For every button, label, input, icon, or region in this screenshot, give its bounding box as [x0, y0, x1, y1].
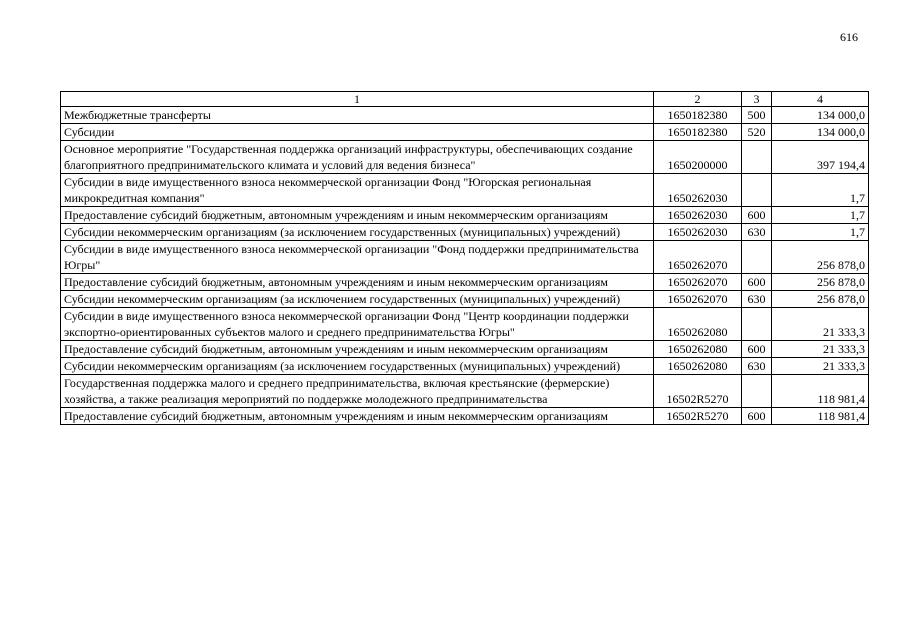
row-code: 1650262070 — [654, 291, 742, 308]
row-amount: 256 878,0 — [772, 274, 869, 291]
row-type: 600 — [742, 341, 772, 358]
row-code: 16502R5270 — [654, 375, 742, 408]
header-row — [61, 92, 869, 107]
row-code: 1650200000 — [654, 141, 742, 174]
row-code: 1650262030 — [654, 207, 742, 224]
row-type: 630 — [742, 291, 772, 308]
row-amount: 134 000,0 — [772, 124, 869, 141]
table-row — [61, 274, 869, 291]
row-amount: 21 333,3 — [772, 308, 869, 341]
row-name: Государственная поддержка малого и среднего предпринимательства, включая крестьянские (фермерские) хозяйства, а также реализация мероприятий по поддержке молодежного предпринимательства — [61, 375, 654, 408]
table-row — [61, 141, 869, 174]
table-row — [61, 241, 869, 274]
row-amount: 21 333,3 — [772, 358, 869, 375]
header-col-type: 3 — [742, 92, 772, 107]
row-name: Предоставление субсидий бюджетным, автономным учреждениям и иным некоммерческим организациям — [61, 207, 654, 224]
row-amount: 1,7 — [772, 174, 869, 207]
row-code: 1650262030 — [654, 174, 742, 207]
row-type: 600 — [742, 207, 772, 224]
row-type — [742, 141, 772, 174]
row-name: Субсидии в виде имущественного взноса некоммерческой организации Фонд "Югорская региональная микрокредитная компания" — [61, 174, 654, 207]
table-row — [61, 224, 869, 241]
row-code: 1650262070 — [654, 274, 742, 291]
row-name: Основное мероприятие "Государственная поддержка организаций инфраструктуры, обеспечивающих создание благоприятного предпринимательского климата и условий для ведения бизнеса" — [61, 141, 654, 174]
row-code: 1650262070 — [654, 241, 742, 274]
row-type: 520 — [742, 124, 772, 141]
row-type: 630 — [742, 358, 772, 375]
row-type: 600 — [742, 274, 772, 291]
row-amount: 256 878,0 — [772, 291, 869, 308]
row-code: 1650182380 — [654, 107, 742, 124]
row-name: Субсидии в виде имущественного взноса некоммерческой организации "Фонд поддержки предпринимательства Югры" — [61, 241, 654, 274]
header-col-amount: 4 — [772, 92, 869, 107]
budget-table — [60, 91, 869, 425]
table-row — [61, 124, 869, 141]
row-amount: 118 981,4 — [772, 375, 869, 408]
row-amount: 134 000,0 — [772, 107, 869, 124]
row-type — [742, 308, 772, 341]
row-amount: 118 981,4 — [772, 408, 869, 425]
table-row — [61, 174, 869, 207]
row-type — [742, 375, 772, 408]
header-col-code: 2 — [654, 92, 742, 107]
table-row — [61, 308, 869, 341]
row-type: 630 — [742, 224, 772, 241]
row-code: 1650262030 — [654, 224, 742, 241]
row-name: Предоставление субсидий бюджетным, автономным учреждениям и иным некоммерческим организациям — [61, 408, 654, 425]
row-type: 500 — [742, 107, 772, 124]
row-type: 600 — [742, 408, 772, 425]
row-name: Субсидии некоммерческим организациям (за исключением государственных (муниципальных) учреждений) — [61, 224, 654, 241]
row-name: Субсидии в виде имущественного взноса некоммерческой организации Фонд "Центр координации поддержки экспортно-ориентированных субъектов малого и среднего предпринимательства Югры" — [61, 308, 654, 341]
row-name: Предоставление субсидий бюджетным, автономным учреждениям и иным некоммерческим организациям — [61, 341, 654, 358]
row-name: Субсидии — [61, 124, 654, 141]
row-name: Субсидии некоммерческим организациям (за исключением государственных (муниципальных) учреждений) — [61, 291, 654, 308]
table-row — [61, 291, 869, 308]
row-code: 1650182380 — [654, 124, 742, 141]
row-code: 1650262080 — [654, 358, 742, 375]
row-code: 1650262080 — [654, 341, 742, 358]
table-row — [61, 408, 869, 425]
table-row — [61, 207, 869, 224]
row-amount: 21 333,3 — [772, 341, 869, 358]
page-number: 616 — [840, 30, 858, 44]
row-amount: 1,7 — [772, 207, 869, 224]
row-code: 1650262080 — [654, 308, 742, 341]
row-amount: 397 194,4 — [772, 141, 869, 174]
table-row — [61, 375, 869, 408]
row-amount: 256 878,0 — [772, 241, 869, 274]
header-col-name: 1 — [61, 92, 654, 107]
row-code: 16502R5270 — [654, 408, 742, 425]
table-row — [61, 107, 869, 124]
row-type — [742, 174, 772, 207]
row-name: Предоставление субсидий бюджетным, автономным учреждениям и иным некоммерческим организациям — [61, 274, 654, 291]
row-name: Межбюджетные трансферты — [61, 107, 654, 124]
table-row — [61, 341, 869, 358]
row-amount: 1,7 — [772, 224, 869, 241]
row-type — [742, 241, 772, 274]
table-row — [61, 358, 869, 375]
row-name: Субсидии некоммерческим организациям (за исключением государственных (муниципальных) учреждений) — [61, 358, 654, 375]
